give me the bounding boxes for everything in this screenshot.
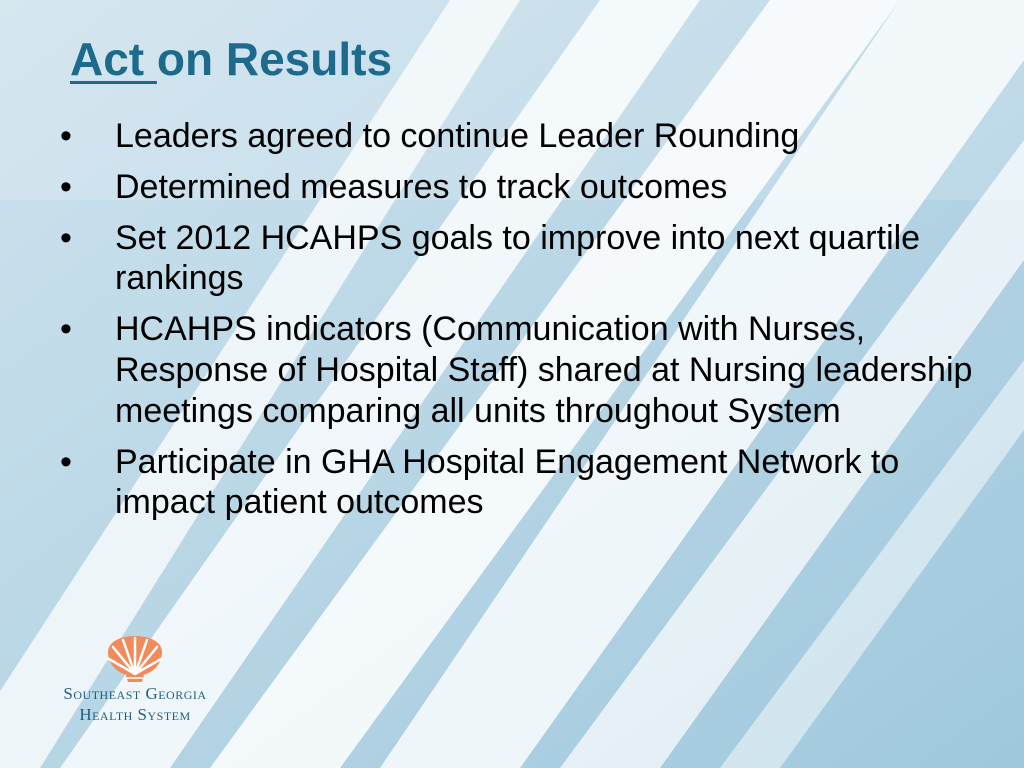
logo-text-line2: Health System bbox=[79, 705, 191, 724]
bullet-item: • Determined measures to track outcomes bbox=[60, 167, 990, 208]
bullet-list bbox=[60, 116, 990, 533]
bullet-item: • HCAHPS indicators (Communication with Nurses, Response of Hospital Staff) shared at Nursing leadership meetings comparing all units throughout System bbox=[60, 309, 990, 431]
slide-title-rest: on Results bbox=[156, 33, 393, 85]
bullet-item: • Leaders agreed to continue Leader Rounding bbox=[60, 116, 990, 157]
bullet-item: • Set 2012 HCAHPS goals to improve into next quartile rankings bbox=[60, 218, 990, 300]
logo-text-line1: Southeast Georgia bbox=[63, 684, 207, 703]
bullet-item: • Participate in GHA Hospital Engagement Network to impact patient outcomes bbox=[60, 442, 990, 524]
slide-title-emphasis: Act bbox=[70, 33, 157, 85]
organization-logo bbox=[40, 632, 230, 732]
slide-title bbox=[70, 33, 393, 85]
shell-icon bbox=[102, 632, 168, 684]
